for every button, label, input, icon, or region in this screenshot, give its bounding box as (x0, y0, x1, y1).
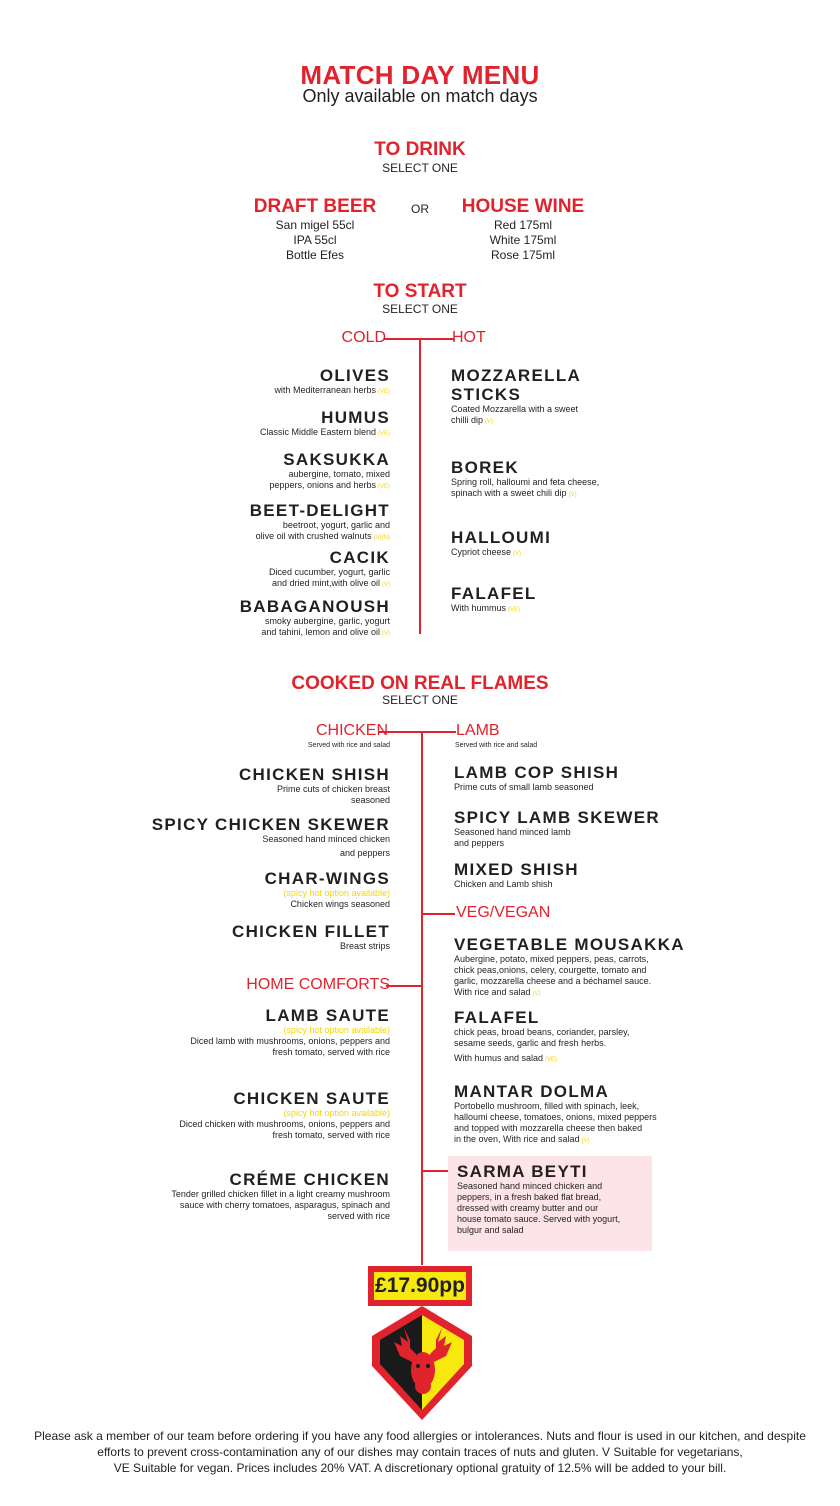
item-desc: Portobello mushroom, filled with spinach, leek, (454, 1101, 640, 1111)
menu-item-sarma-beyti (457, 1162, 620, 1236)
item-name: SARMA BEYTI (457, 1162, 588, 1181)
item-desc: aubergine, tomato, mixed (288, 469, 390, 479)
item-name: MIXED SHISH (454, 860, 579, 879)
item-name: CHICKEN SAUTE (233, 1089, 390, 1108)
menu-item-chicken-fillet (232, 922, 390, 952)
item-name: MANTAR DOLMA (454, 1082, 610, 1101)
chicken-note: Served with rice and salad (307, 742, 390, 749)
item-name: HUMUS (321, 408, 390, 427)
item-name: CHAR-WINGS (264, 869, 390, 888)
start-divider-line (419, 338, 421, 634)
drink-select: SELECT ONE (382, 161, 458, 175)
menu-item-cacik (269, 548, 390, 591)
menu-item-saksukka (269, 450, 390, 493)
item-desc: Diced cucumber, yogurt, garlic (268, 567, 390, 577)
spicy-note: (spicy hot option available) (283, 1025, 390, 1035)
home-comforts-label: HOME COMFORTS (246, 976, 390, 993)
price-label: £17.90pp (374, 1272, 466, 1300)
item-desc: smoky aubergine, garlic, yogurt (264, 616, 390, 626)
item-desc: and peppers (454, 838, 505, 848)
item-desc: beetroot, yogurt, garlic and (282, 520, 390, 530)
flames-title: COOKED ON REAL FLAMES (291, 673, 549, 694)
item-desc: peppers, in a fresh baked flat bread, (457, 1192, 602, 1202)
item-desc: sauce with cherry tomatoes, asparagus, spinach and (179, 1200, 390, 1210)
item-desc: fresh tomato, served with rice (272, 1047, 390, 1057)
item-desc: Seasoned hand minced chicken and (457, 1181, 603, 1191)
house-wine-title: HOUSE WINE (461, 196, 585, 217)
item-name: BABAGANOUSH (239, 597, 390, 616)
menu-item-spicy-chicken-skewer (152, 815, 390, 859)
menu-item-mixed-shish (454, 860, 579, 890)
chicken-label: CHICKEN (315, 722, 388, 739)
item-name: CHICKEN FILLET (232, 922, 390, 941)
lamb-note: Served with rice and salad (455, 742, 538, 749)
item-desc: and tahini, lemon and olive oil (V) (261, 627, 390, 637)
item-name: CACIK (329, 548, 390, 567)
item-desc: bulgur and salad (457, 1225, 524, 1235)
item-desc: Breast strips (339, 941, 390, 951)
item-desc: chick peas, broad beans, coriander, parsley, (454, 1027, 630, 1037)
item-desc: and topped with mozzarella cheese then baked (454, 1123, 643, 1133)
home-branch-line (386, 985, 422, 987)
menu-item-olives (274, 366, 390, 398)
item-name: LAMB COP SHISH (454, 763, 620, 782)
flames-select: SELECT ONE (382, 693, 458, 707)
item-name: FALAFEL (454, 1008, 540, 1027)
item-desc: chick peas,onions, celery, courgette, tomato and (454, 965, 647, 975)
item-name: BEET-DELIGHT (249, 501, 390, 520)
beer-item: Bottle Efes (285, 248, 345, 262)
menu-item-beet-delight (250, 501, 390, 544)
menu-item-borek (451, 458, 599, 501)
item-desc: with Mediterranean herbs (VE) (274, 385, 390, 395)
flames-divider-line (421, 731, 423, 1265)
club-crest-logo (360, 1306, 486, 1422)
menu-item-babaganoush (240, 597, 390, 640)
or-label: OR (411, 202, 429, 216)
cold-label: COLD (341, 329, 386, 346)
veg-branch-line (421, 913, 455, 915)
item-desc: garlic, mozzarella cheese and a béchamel sauce. (454, 976, 652, 986)
item-name: SPICY LAMB SKEWER (454, 808, 660, 827)
beer-item: San migel 55cl (275, 218, 355, 232)
item-desc: Coated Mozzarella with a sweet (451, 404, 579, 414)
menu-item-mozzarella-sticks (451, 366, 581, 428)
item-desc: With rice and salad (V) (454, 987, 541, 997)
item-name: OLIVES (319, 366, 390, 385)
chicken-lamb-branch-line (378, 731, 456, 733)
item-desc: Seasoned hand minced lamb (454, 827, 571, 837)
item-desc: With humus and salad (VE) (454, 1053, 558, 1063)
menu-item-chicken-shish (239, 765, 390, 806)
item-desc: house tomato sauce. Served with yogurt, (457, 1214, 621, 1224)
drink-title: TO DRINK (374, 139, 466, 160)
item-desc: With hummus (VE) (451, 603, 521, 613)
item-desc: Tender grilled chicken fillet in a light creamy mushroom (171, 1189, 390, 1199)
item-desc: halloumi cheese, tomatoes, onions, mixed peppers (454, 1112, 657, 1122)
menu-title: MATCH DAY MENU (300, 60, 540, 90)
item-desc: in the oven, With rice and salad (V) (454, 1134, 590, 1144)
item-desc: dressed with creamy butter and our (457, 1203, 599, 1213)
lamb-label: LAMB (456, 722, 500, 739)
menu-item-mantar-dolma (454, 1082, 657, 1147)
wine-item: Red 175ml (493, 218, 553, 232)
item-desc: and peppers (339, 848, 390, 858)
item-desc: chilli dip (V) (451, 415, 494, 425)
draft-beer-column (225, 196, 405, 263)
item-name: CRÉME CHICKEN (229, 1170, 390, 1189)
hot-label: HOT (452, 329, 486, 346)
item-desc: Chicken and Lamb shish (454, 879, 553, 889)
item-name: HALLOUMI (451, 528, 552, 547)
item-desc: Prime cuts of chicken breast (276, 784, 390, 794)
item-desc: Prime cuts of small lamb seasoned (454, 782, 594, 792)
item-desc: spinach with a sweet chili dip (V) (451, 488, 577, 498)
menu-item-humus (260, 408, 390, 440)
price-badge (368, 1266, 472, 1306)
item-name: STICKS (451, 385, 522, 404)
item-desc: Chicken wings seasoned (290, 899, 390, 909)
item-name: BOREK (451, 458, 519, 477)
item-name: SPICY CHICKEN SKEWER (151, 815, 390, 834)
item-name: VEGETABLE MOUSAKKA (454, 935, 685, 954)
veg-label: VEG/VEGAN (456, 904, 551, 921)
menu-item-lamb-saute (190, 1006, 390, 1058)
wine-item: White 175ml (489, 233, 557, 247)
item-name: FALAFEL (451, 584, 537, 603)
menu-item-char-wings (265, 869, 390, 910)
menu-item-vegetable-mousakka (454, 935, 685, 1000)
footer-line: Please ask a member of our team before ordering if you have any food allergies or intolerances. Nuts and flour is used in our kitchen, and despite (34, 1429, 806, 1443)
footer-line: efforts to prevent cross-contamination any of our dishes may contain traces of nuts and gluten. V Suitable for vegetarians, (97, 1445, 743, 1459)
item-desc: sesame seeds, garlic and fresh herbs. (454, 1038, 607, 1048)
item-desc: fresh tomato, served with rice (272, 1130, 390, 1140)
item-desc: served with rice (327, 1211, 390, 1221)
item-desc: Spring roll, halloumi and feta cheese, (451, 477, 600, 487)
house-wine-column (433, 196, 613, 263)
footer-line: VE Suitable for vegan. Prices includes 20% VAT. A discretionary optional gratuity of 12.5% will be added to your bill. (113, 1461, 727, 1475)
item-name: SAKSUKKA (283, 450, 390, 469)
item-desc: peppers, onions and herbs (VE) (269, 480, 390, 490)
spicy-note: (spicy hot option available) (283, 888, 390, 898)
menu-item-falafel-starter (451, 584, 537, 616)
menu-subtitle: Only available on match days (302, 86, 538, 106)
menu-item-spicy-lamb-skewer (454, 808, 660, 849)
menu-item-lamb-cop-shish (454, 763, 619, 793)
item-desc: Diced chicken with mushrooms, onions, peppers and (179, 1119, 390, 1129)
item-desc: Seasoned hand minced chicken (262, 834, 390, 844)
menu-item-chicken-saute (179, 1089, 390, 1141)
start-title: TO START (373, 281, 467, 302)
special-branch-line (421, 1170, 449, 1172)
allergy-footer (10, 1428, 830, 1476)
item-name: MOZZARELLA (451, 366, 582, 385)
beer-item: IPA 55cl (293, 233, 337, 247)
start-branch-line (384, 338, 454, 340)
item-name: CHICKEN SHISH (238, 765, 390, 784)
item-name: LAMB SAUTE (265, 1006, 390, 1025)
menu-item-falafel-main (454, 1008, 629, 1066)
item-desc: seasoned (350, 795, 390, 805)
item-desc: and dried mint,with olive oil (V) (271, 578, 390, 588)
wine-item: Rose 175ml (490, 248, 556, 262)
menu-item-creme-chicken (171, 1170, 390, 1222)
item-desc: Diced lamb with mushrooms, onions, peppers and (190, 1036, 390, 1046)
item-desc: Cypriot cheese (V) (451, 547, 522, 557)
item-desc: Aubergine, potato, mixed peppers, peas, carrots, (454, 954, 649, 964)
start-select: SELECT ONE (382, 302, 458, 316)
spicy-note: (spicy hot option available) (283, 1108, 390, 1118)
item-desc: Classic Middle Eastern blend (VE) (259, 427, 390, 437)
item-desc: olive oil with crushed walnuts (V)(N) (255, 531, 390, 541)
draft-beer-title: DRAFT BEER (253, 196, 377, 217)
menu-item-halloumi (451, 528, 551, 560)
